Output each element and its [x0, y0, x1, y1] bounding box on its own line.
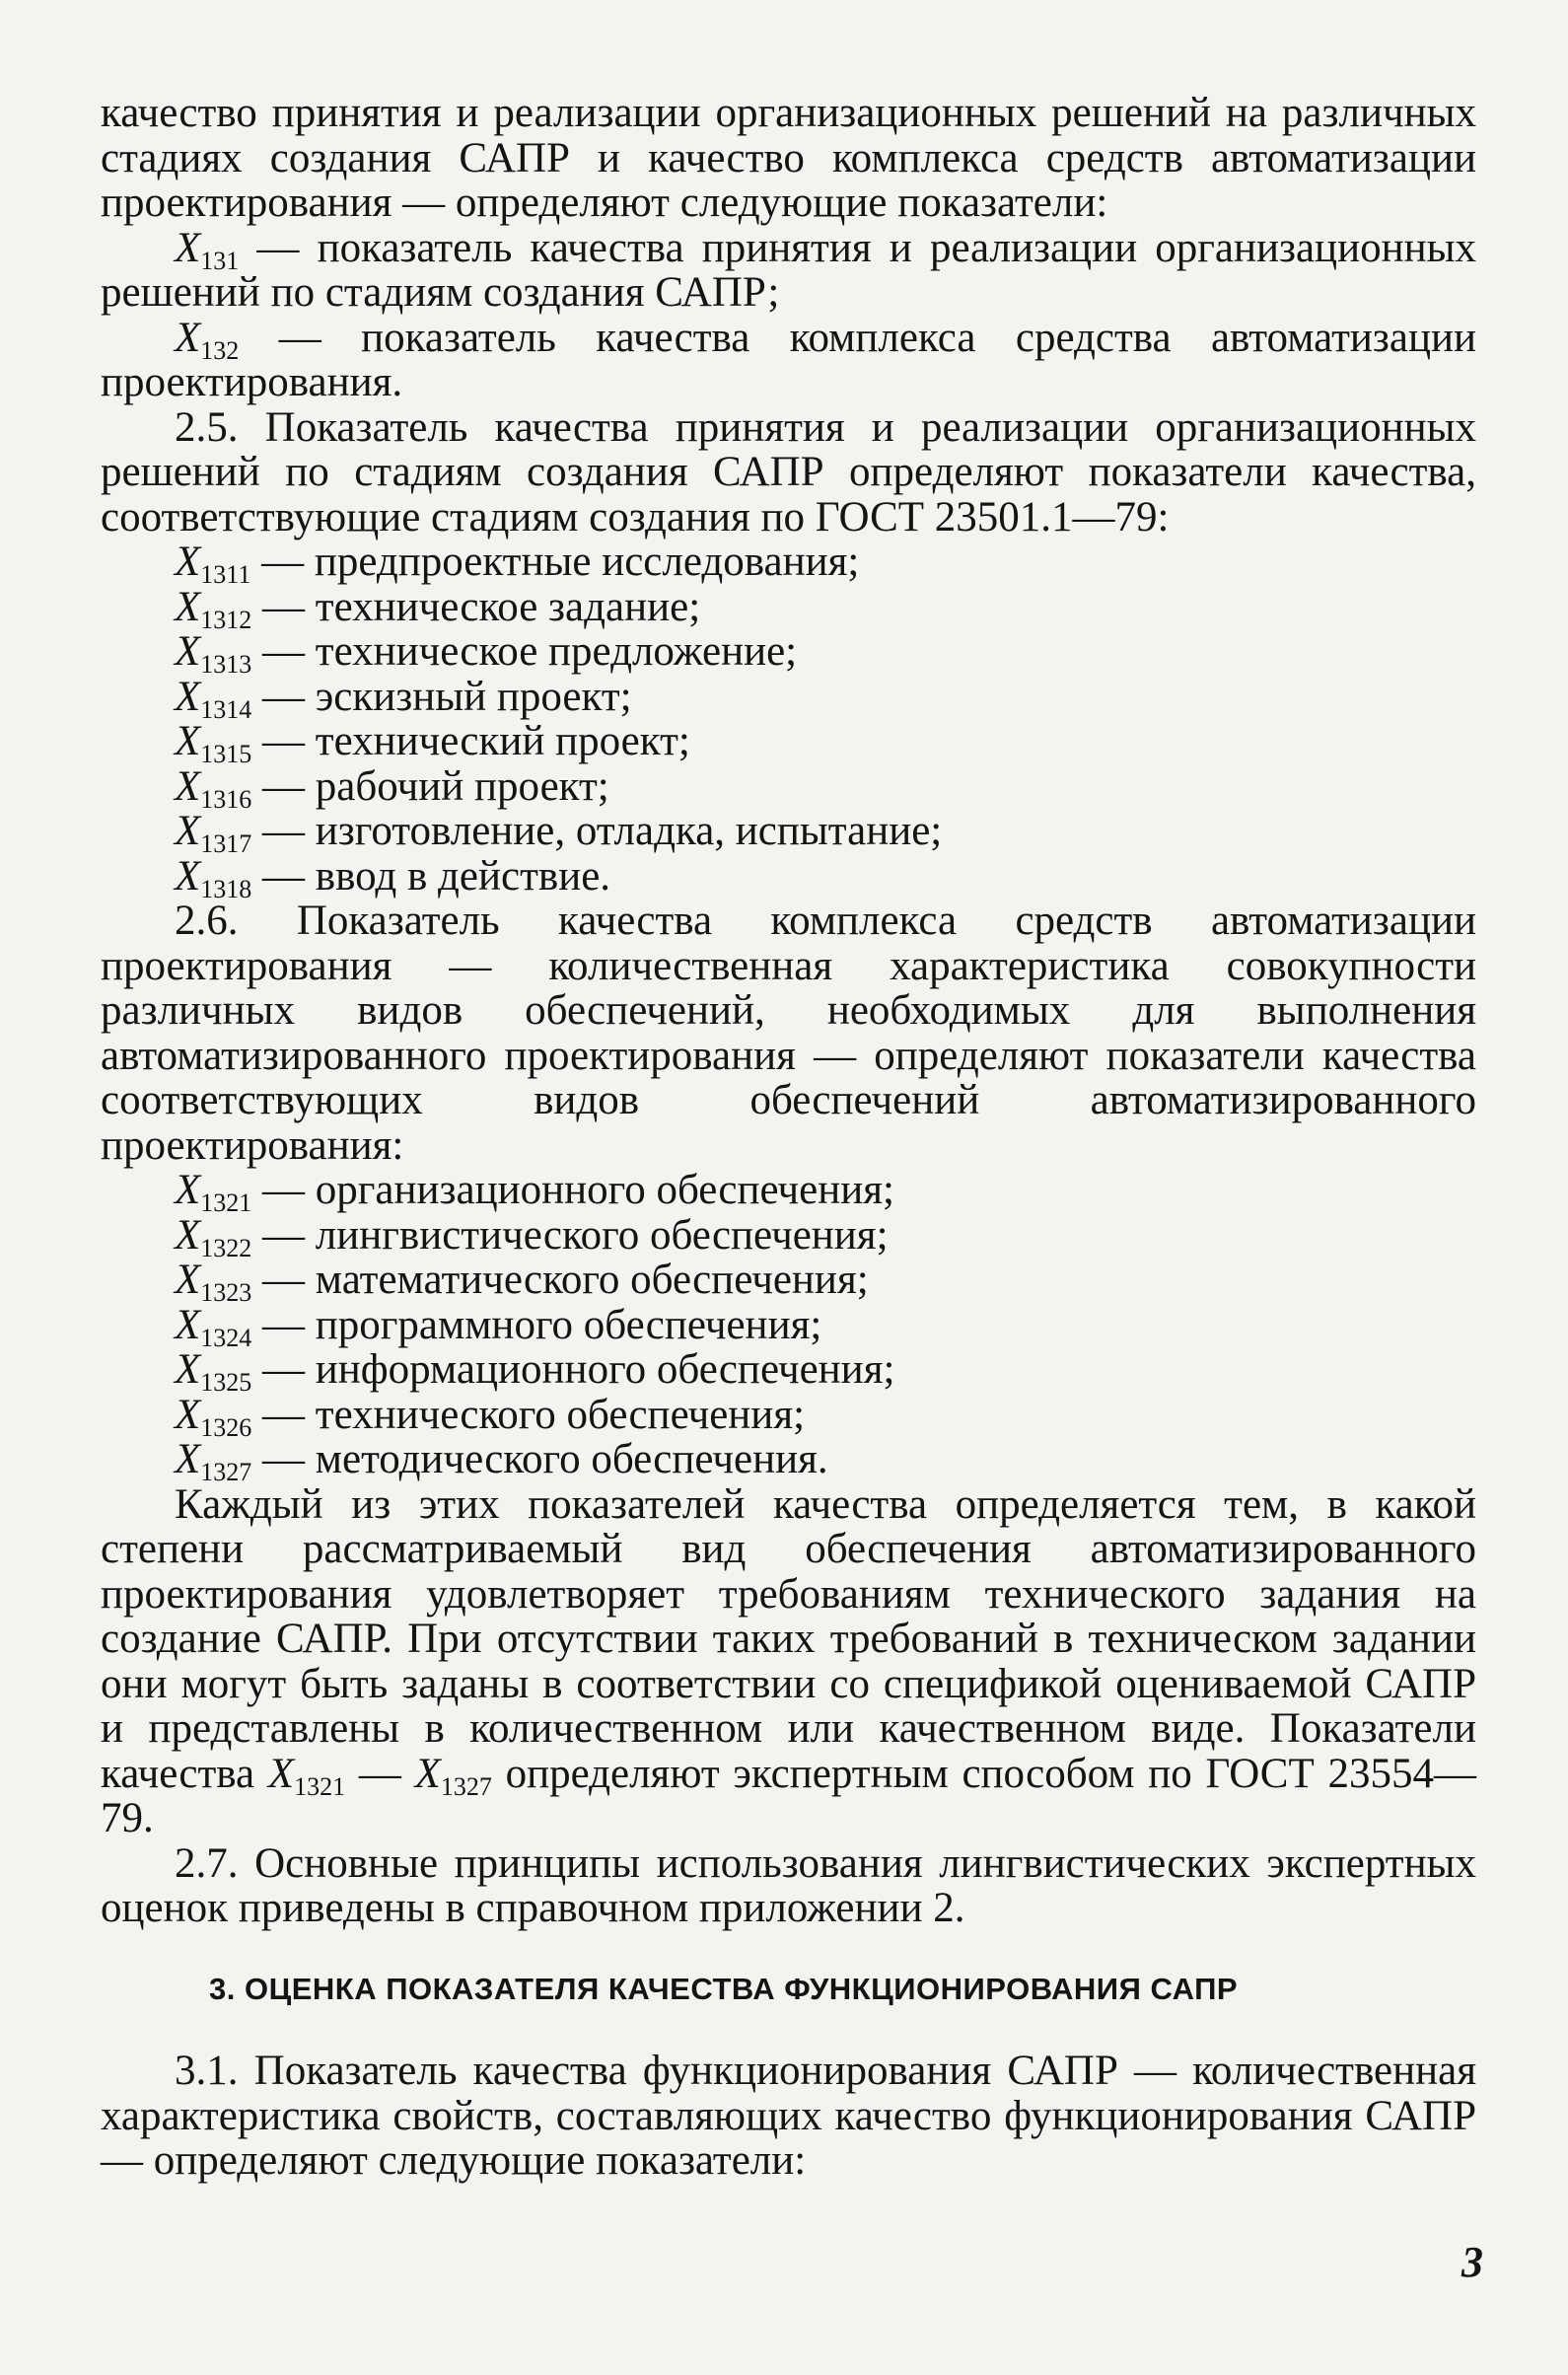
list-item: $X_{1327}$ — методического обеспечения.: [175, 1436, 828, 1486]
list-item: $X_{1318}$ — ввод в действие.: [175, 852, 611, 903]
page-number: 3: [1461, 2238, 1483, 2286]
intro-paragraph: качество принятия и реализации организационных решений на различных стадиях создания САПР и качество комплекса средств автоматизации проектирования — определяют следующие показатели:: [101, 90, 1476, 226]
paragraph-2-5: 2.5. Показатель качества принятия и реализации организационных решений по стадиям создания САПР определяют показатели качества, соответствующие стадиям создания по ГОСТ 23501.1—79:: [101, 403, 1476, 540]
symbol: $X_{132}$: [175, 314, 240, 365]
def-x132: $X_{132}$ — показатель качества комплекса средства автоматизации проектирования.: [101, 314, 1476, 405]
list-item: $X_{1326}$ — технического обеспечения;: [175, 1391, 806, 1442]
list-item: $X_{1312}$ — техническое задание;: [175, 583, 701, 634]
paragraph-2-6: 2.6. Показатель качества комплекса средств автоматизации проектирования — количественная характеристика совокупности различных видов обеспечений, необходимых для выполнения автоматизированного проектирования — определяют показатели качества соответствующих видов обеспечений автоматизированного проектирования:: [101, 898, 1476, 1169]
list-item: $X_{1314}$ — эскизный проект;: [175, 673, 632, 724]
list-item: $X_{1322}$ — лингвистического обеспечения;: [175, 1211, 889, 1262]
paragraph-2-7: 2.7. Основные принципы использования лингвистических экспертных оценок приведены в справочном приложении 2.: [101, 1839, 1476, 1931]
paragraph-3-1: 3.1. Показатель качества функционирования САПР — количественная характеристика свойств, составляющих качество функционирования САПР — определяют следующие показатели:: [101, 2048, 1476, 2184]
list-item: $X_{1311}$ — предпроектные исследования;: [175, 539, 860, 589]
list-item: $X_{1315}$ — технический проект;: [175, 718, 690, 768]
document-page: [101, 91, 1476, 2184]
list-2-6: [101, 1167, 1476, 1486]
list-item: $X_{1316}$ — рабочий проект;: [175, 762, 609, 814]
list-item: $X_{1323}$ — математического обеспечения;: [175, 1257, 869, 1307]
list-item: $X_{1313}$ — техническое предложение;: [175, 628, 798, 679]
def-x131: $X_{131}$ — показатель качества принятия и реализации организационных решений по стадиям создания САПР;: [101, 224, 1476, 316]
list-item: $X_{1321}$ — организационного обеспечения;: [175, 1167, 894, 1217]
paragraph-each-indicator: Каждый из этих показателей качества определяется тем, в какой степени рассматриваемый вид обеспечения автоматизированного проектирования удовлетворяет требованиям технического задания на создание САПР. При отсутствии таких требований в техническом задании они могут быть заданы в соответствии со спецификой оцениваемой САПР и представлены в количественном или качественном виде. Показатели качества $X_{1321}$ — $X_{1327}$ определяют экспертным способом по ГОСТ 23554—79.: [101, 1480, 1476, 1841]
list-2-5: [101, 539, 1476, 903]
symbol: $X_{131}$: [175, 224, 240, 275]
list-item: $X_{1325}$ — информационного обеспечения;: [175, 1346, 895, 1397]
section-3-heading: 3. ОЦЕНКА ПОКАЗАТЕЛЯ КАЧЕСТВА ФУНКЦИОНИРОВАНИЯ САПР: [209, 1971, 1239, 2006]
list-item: $X_{1324}$ — программного обеспечения;: [175, 1301, 822, 1352]
list-item: $X_{1317}$ — изготовление, отладка, испытание;: [175, 808, 943, 858]
